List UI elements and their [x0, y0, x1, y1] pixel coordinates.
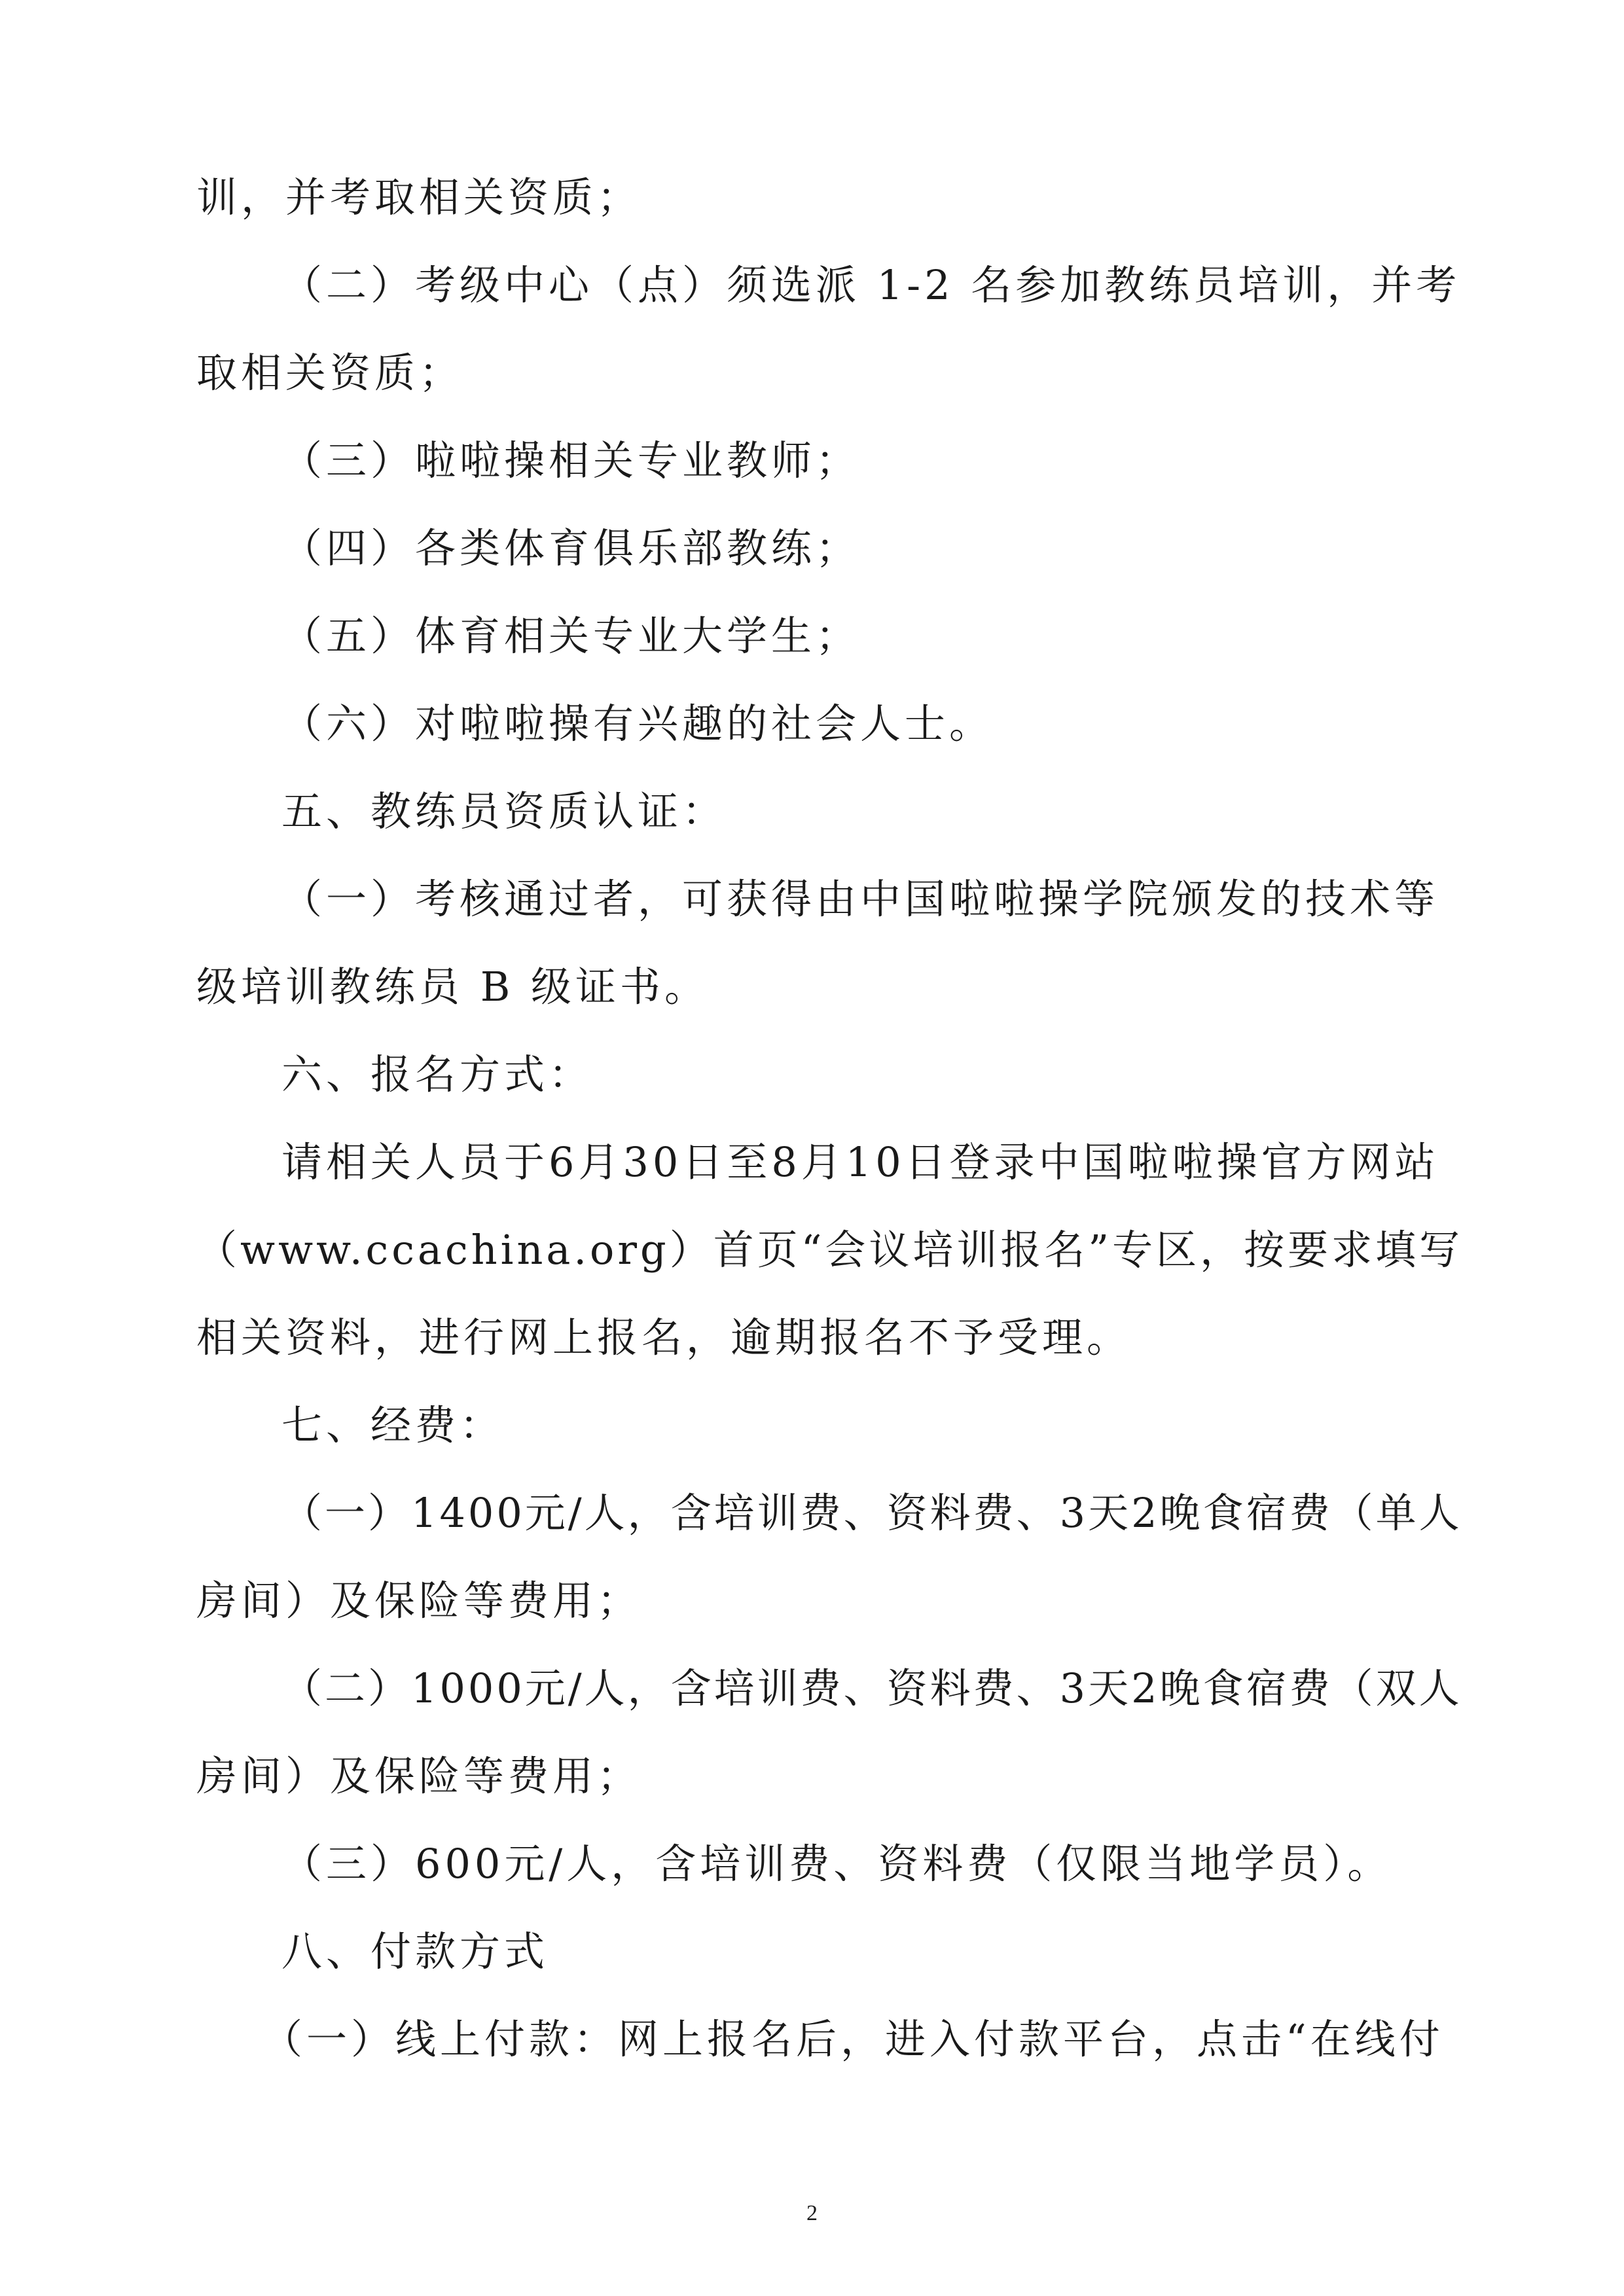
- text-line-8: 五、教练员资质认证：: [281, 787, 727, 835]
- text-line-3: 取相关资质；: [196, 349, 464, 397]
- text-line-2: （二）考级中心（点）须选派 1-2 名参加教练员培训，并考: [281, 261, 1461, 309]
- text-line-14: 相关资料，进行网上报名，逾期报名不予受理。: [196, 1314, 1132, 1361]
- text-line-15: 七、经费：: [281, 1401, 505, 1449]
- text-line-17: 房间）及保险等费用；: [196, 1577, 642, 1624]
- text-line-10: 级培训教练员 B 级证书。: [196, 963, 709, 1011]
- text-line-6: （五）体育相关专业大学生；: [281, 612, 861, 660]
- text-line-22: （一）线上付款：网上报名后，进入付款平台，点击“在线付: [262, 2015, 1444, 2063]
- text-line-5: （四）各类体育俱乐部教练；: [281, 524, 861, 572]
- text-line-7: （六）对啦啦操有兴趣的社会人士。: [281, 700, 994, 747]
- text-line-20: （三）600元/人，含培训费、资料费（仅限当地学员）。: [281, 1840, 1392, 1888]
- text-line-4: （三）啦啦操相关专业教师；: [281, 437, 861, 484]
- text-line-19: 房间）及保险等费用；: [196, 1752, 642, 1800]
- text-line-11: 六、报名方式：: [281, 1050, 594, 1098]
- text-line-21: 八、付款方式: [281, 1928, 549, 1975]
- text-line-18: （二）1000元/人，含培训费、资料费、3天2晚食宿费（双人: [281, 1664, 1462, 1712]
- text-line-16: （一）1400元/人，含培训费、资料费、3天2晚食宿费（单人: [281, 1489, 1462, 1537]
- text-line-12: 请相关人员于6月30日至8月10日登录中国啦啦操官方网站: [281, 1138, 1439, 1186]
- text-line-13: （www.ccachina.org）首页“会议培训报名”专区，按要求填写: [196, 1226, 1464, 1274]
- text-line-9: （一）考核通过者，可获得由中国啦啦操学院颁发的技术等: [281, 875, 1439, 923]
- page-number: 2: [806, 2201, 818, 2225]
- text-line-1: 训，并考取相关资质；: [196, 173, 642, 221]
